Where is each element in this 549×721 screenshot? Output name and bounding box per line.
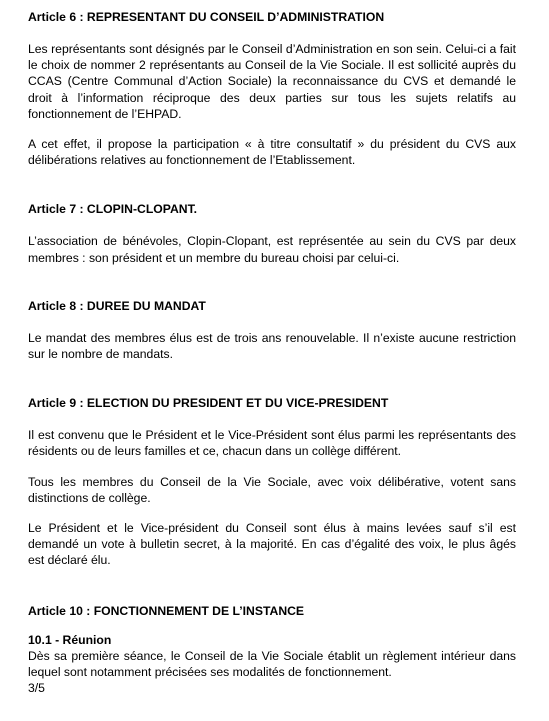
article-8-heading: Article 8 : DUREE DU MANDAT — [28, 298, 206, 313]
article-9-paragraph-3: Le Président et le Vice-président du Conseil sont élus à mains levées sauf s’il est demandé un vote à bulletin secret, à la majorité. En cas d’égalité des voix, le plus âgés est déclaré élu. — [28, 521, 516, 568]
article-9-paragraph-1: Il est convenu que le Président et le Vice-Président sont élus parmi les représentants des résidents ou de leurs familles et ce, chacun dans un collège différent. — [28, 428, 516, 459]
article-6-heading: Article 6 : REPRESENTANT DU CONSEIL D’ADMINISTRATION — [28, 10, 385, 24]
article-10-subheading: 10.1 - Réunion — [28, 632, 112, 647]
article-7-paragraph-1: L’association de bénévoles, Clopin-Clopant, est représentée au sein du CVS par deux membres : son président et un membre du bureau choisi par celui-ci. — [28, 234, 516, 265]
article-10-paragraph-1: Dès sa première séance, le Conseil de la Vie Sociale établit un règlement intérieur dans lequel sont notamment précisées ses modalités de fonctionnement. — [28, 648, 516, 680]
article-7-heading: Article 7 : CLOPIN-CLOPANT. — [28, 202, 198, 217]
article-9-heading: Article 9 : ELECTION DU PRESIDENT ET DU VICE-PRESIDENT — [28, 396, 389, 411]
document-page — [28, 8, 516, 696]
article-8-paragraph-1: Le mandat des membres élus est de trois ans renouvelable. Il n’existe aucune restriction sur le nombre de mandats. — [28, 330, 516, 362]
article-9-paragraph-2: Tous les membres du Conseil de la Vie Sociale, avec voix délibérative, votent sans distinctions de collège. — [28, 474, 516, 505]
article-6-paragraph-1: Les représentants sont désignés par le Conseil d’Administration en son sein. Celui-ci a fait le choix de nommer 2 représentants au Conseil de la Vie Sociale. Il est sollicité auprès du CCAS (Centre Communal d’Action Sociale) la reconnaissance du CVS et demandé le droit à l’information réciproque des deux parties sur tous les sujets relatifs au fonctionnement de l’EHPAD. — [28, 42, 516, 121]
page-number: 3/5 — [28, 681, 45, 696]
article-10-heading: Article 10 : FONCTIONNEMENT DE L’INSTANCE — [28, 603, 305, 618]
article-6-paragraph-2: A cet effet, il propose la participation « à titre consultatif » du président du CVS aux délibérations relatives au fonctionnement de l’Etablissement. — [28, 137, 516, 168]
